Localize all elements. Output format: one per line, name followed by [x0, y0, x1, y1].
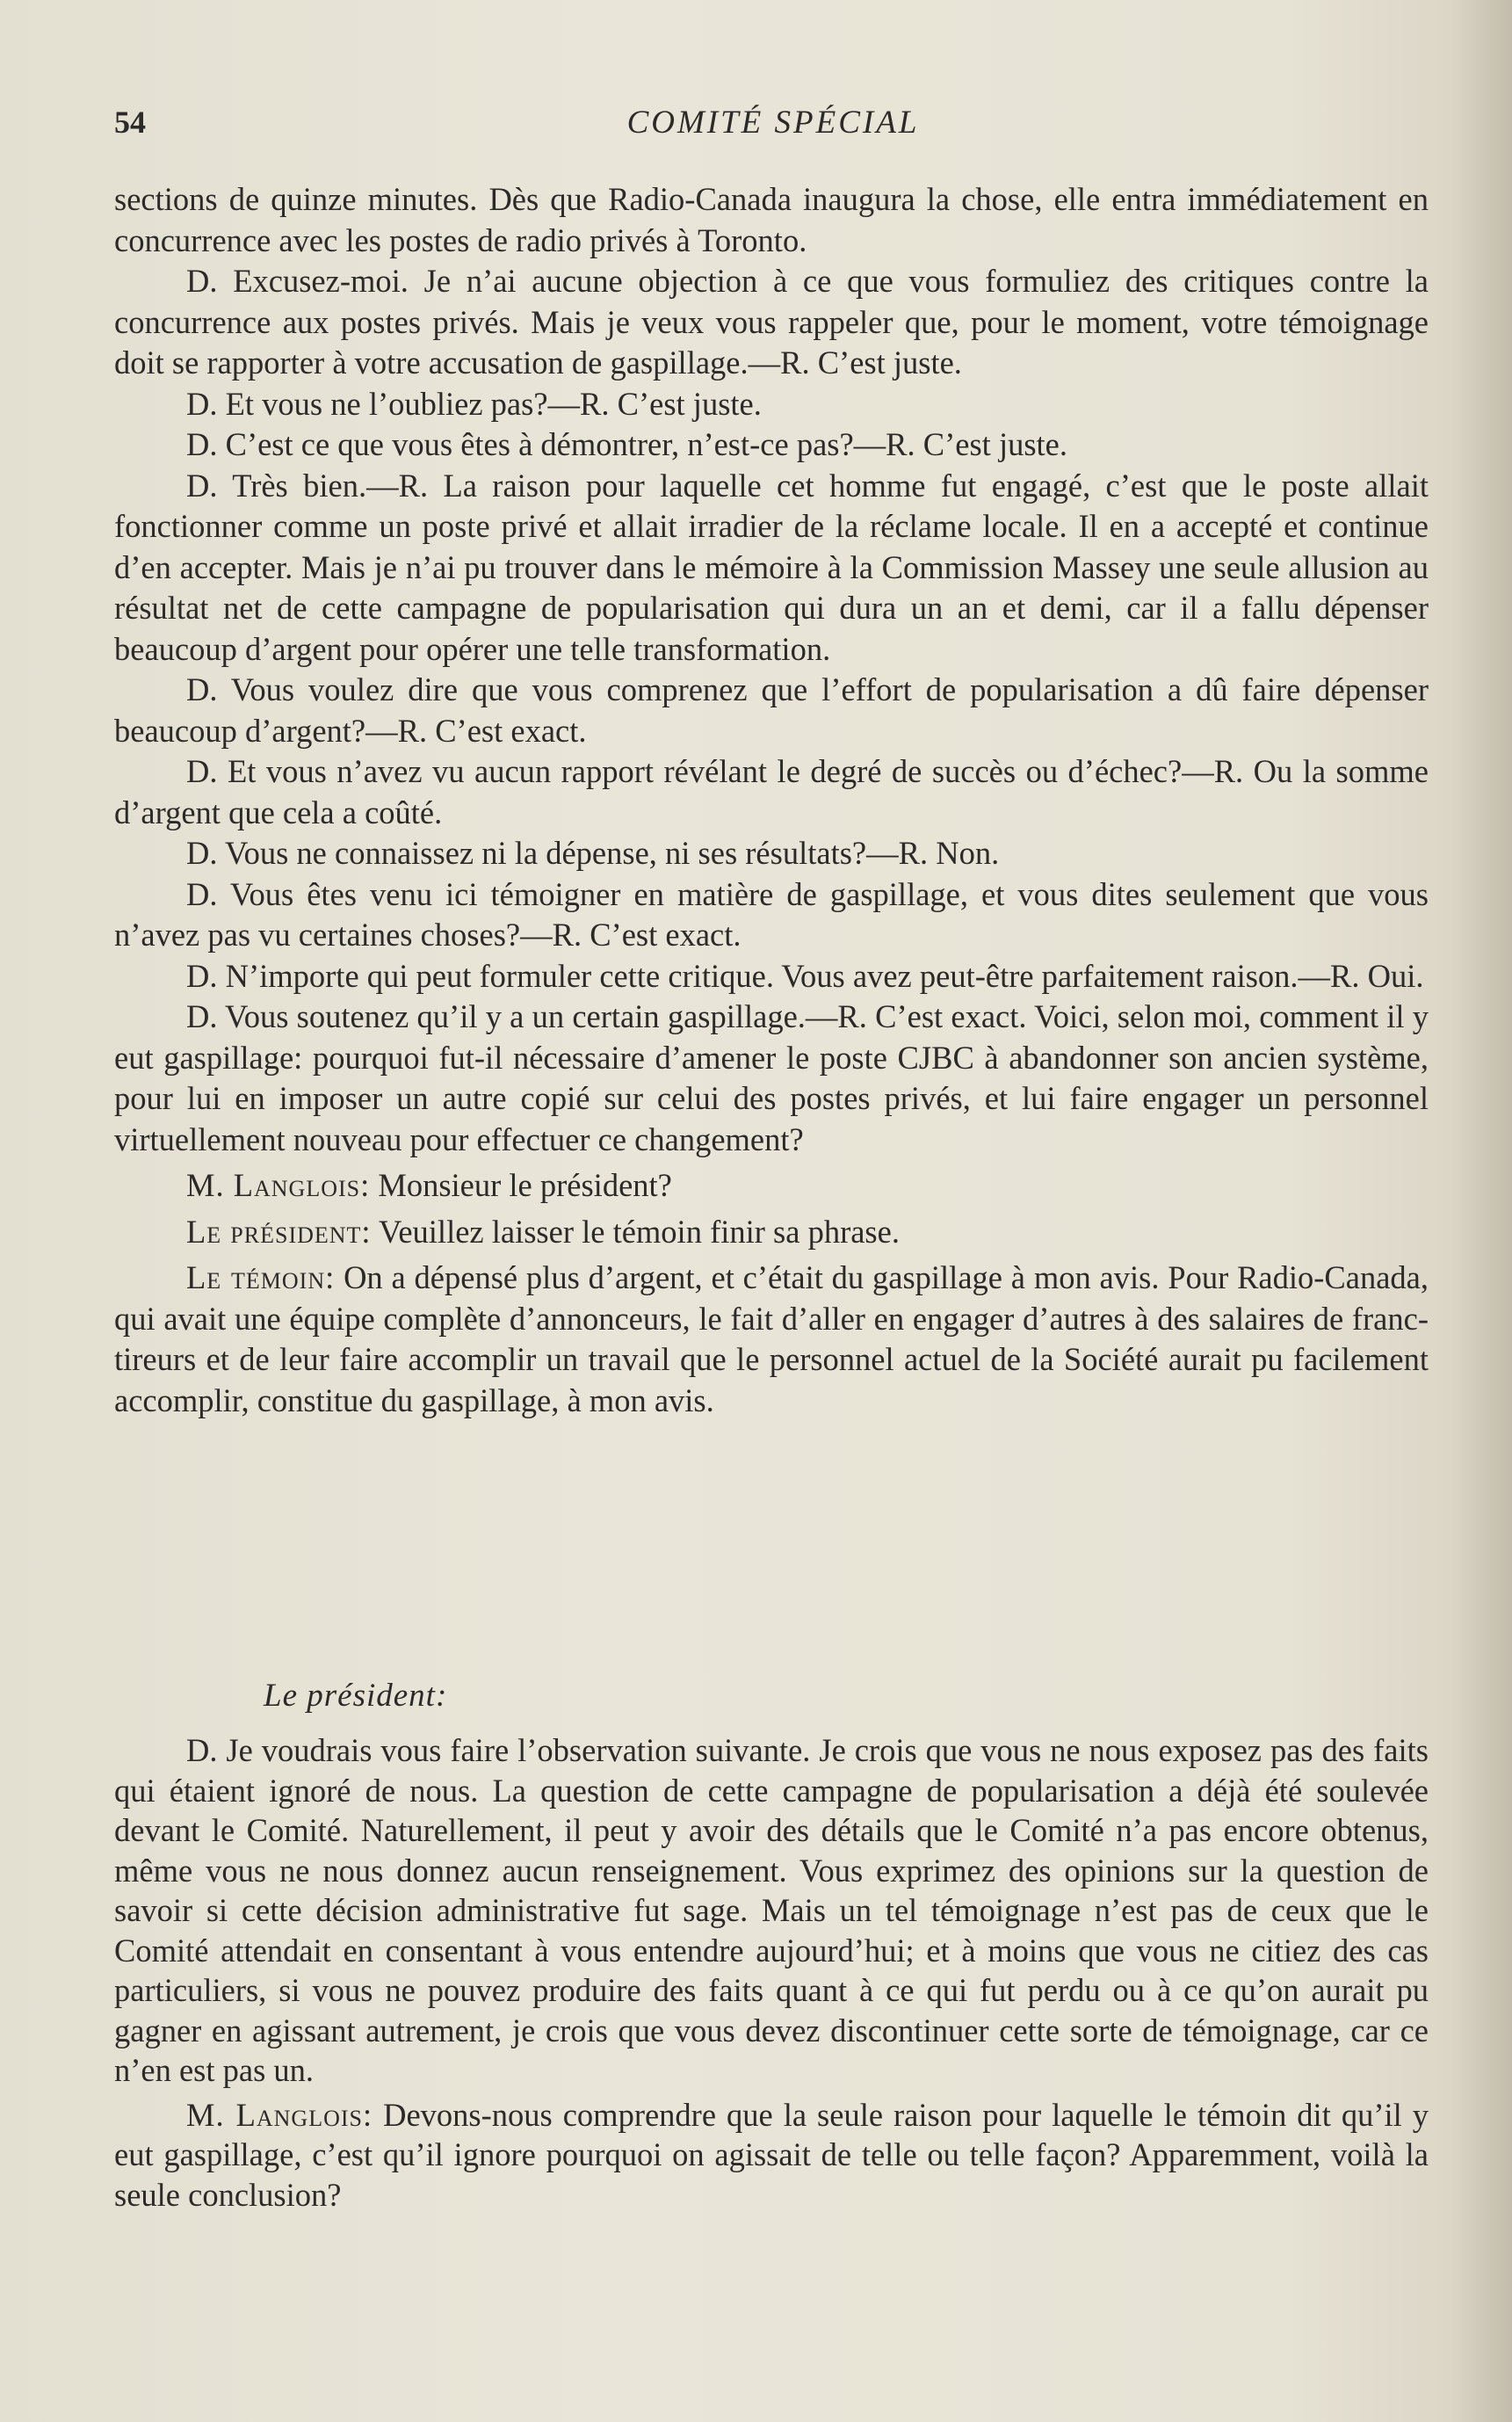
- speech: [114, 1165, 1429, 1207]
- speech-text: Veuillez laisser le témoin finir sa phrase.: [371, 1213, 900, 1250]
- speech: [114, 1258, 1429, 1421]
- speech-text: Monsieur le président?: [370, 1167, 672, 1203]
- section-subhead: Le président:: [264, 1678, 448, 1714]
- speaker-name: Le témoin:: [186, 1259, 336, 1295]
- paragraph: D. Vous êtes venu ici témoigner en matière de gaspillage, et vous dites seulement que vous n’avez pas vu certaines choses?—R. C’est exact.: [114, 875, 1429, 953]
- speaker-name: M. Langlois:: [186, 1167, 371, 1203]
- paragraph: D. Vous voulez dire que vous comprenez que l’effort de popularisation a dû faire dépenser beaucoup d’argent?—R. C’est exact.: [114, 671, 1429, 749]
- body-text-continued: [114, 1730, 1429, 2215]
- paragraph: sections de quinze minutes. Dès que Radio-Canada inaugura la chose, elle entra immédiatement en concurrence avec les postes de radio privés à Toronto.: [114, 181, 1429, 258]
- paragraph: D. Et vous n’avez vu aucun rapport révélant le degré de succès ou d’échec?—R. Ou la somme d’argent que cela a coûté.: [114, 753, 1429, 830]
- paragraph: D. Très bien.—R. La raison pour laquelle cet homme fut engagé, c’est que le poste allait fonctionner comme un poste privé et allait irradier de la réclame locale. Il en a accepté et continue d’en accepter. Mais je n’ai pu trouver dans le mémoire à la Commission Massey une seule allusion au résultat net de cette campagne de popularisation qui dura un an et demi, car il a fallu dépenser beaucoup d’argent pour opérer une telle transformation.: [114, 467, 1429, 667]
- paragraph: D. Vous ne connaissez ni la dépense, ni ses résultats?—R. Non.: [186, 835, 1000, 871]
- speech: [114, 2095, 1429, 2215]
- page-header: [114, 104, 1432, 153]
- paragraph: D. Je voudrais vous faire l’observation suivante. Je crois que vous ne nous exposez pas des faits qui étaient ignoré de nous. La question de cette campagne de popularisation a déjà été soulevée devant le Comité. Naturellement, il peut y avoir des détails que le Comité n’a pas encore obtenus, même vous ne nous donnez aucun renseignement. Vous exprimez des opinions sur la question de savoir si cette décision administrative fut sage. Mais un tel témoignage n’est pas de ceux que le Comité attendait en consentant à vous entendre aujourd’hui; et à moins que vous ne citiez des cas particuliers, si vous ne pouvez produire des faits quant à ce qui fut perdu ou à ce qu’on aurait pu gagner en agissant autrement, je crois que vous devez discontinuer cette sorte de témoignage, car ce n’en est pas un.: [114, 1732, 1429, 2088]
- speaker-name: M. Langlois:: [186, 2096, 373, 2133]
- paragraph: D. Excusez-moi. Je n’ai aucune objection à ce que vous formuliez des critiques contre la concurrence aux postes privés. Mais je veux vous rappeler que, pour le moment, votre témoignage doit se rapporter à votre accusation de gaspillage.—R. C’est juste.: [114, 263, 1429, 381]
- speaker-name: Le président:: [186, 1213, 372, 1250]
- paragraph: D. Vous soutenez qu’il y a un certain gaspillage.—R. C’est exact. Voici, selon moi, comment il y eut gaspillage: pourquoi fut-il nécessaire d’amener le poste CJBC à abandonner son ancien système, pour lui en imposer un autre copié sur celui des postes privés, et lui faire engager un personnel virtuellement nouveau pour effectuer ce changement?: [114, 998, 1429, 1157]
- paragraph: D. Et vous ne l’oubliez pas?—R. C’est juste.: [186, 385, 762, 422]
- speech: [114, 1212, 1429, 1253]
- running-title: COMITÉ SPÉCIAL: [626, 105, 920, 141]
- speech-text: On a dépensé plus d’argent, et c’était du gaspillage à mon avis. Pour Radio-Canada, qui avait une équipe complète d’annonceurs, le fait d’aller en engager d’autres à des salaires de franc-tireurs et de leur faire accomplir un travail que le personnel actuel de la Société aurait pu facilement accomplir, constitue du gaspillage, à mon avis.: [114, 1259, 1429, 1418]
- page-number: 54: [114, 105, 146, 140]
- paragraph: D. N’importe qui peut formuler cette critique. Vous avez peut-être parfaitement raison.—R. Oui.: [186, 957, 1424, 994]
- paragraph: D. C’est ce que vous êtes à démontrer, n’est-ce pas?—R. C’est juste.: [186, 426, 1068, 462]
- speech-text: Devons-nous comprendre que la seule raison pour laquelle le témoin dit qu’il y eut gaspillage, c’est qu’il ignore pourquoi on agissait de telle ou telle façon? Apparemment, voilà la seule conclusion?: [114, 2096, 1429, 2213]
- body-text: [114, 179, 1429, 1421]
